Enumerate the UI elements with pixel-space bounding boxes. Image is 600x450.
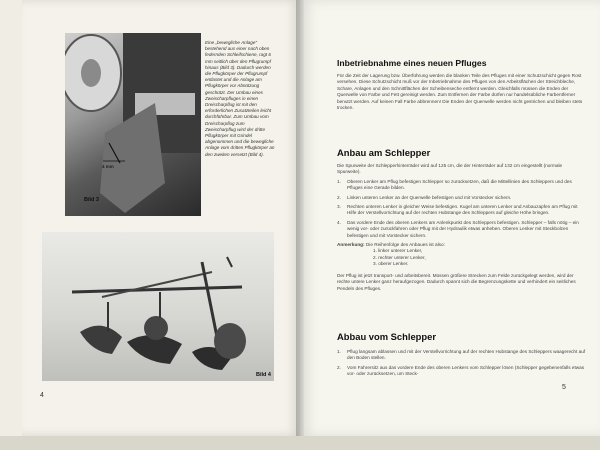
section-body: Für die Zeit der Lagerung bzw. Überführung werden die blanken Teile des Pfluges mit einer Schutzschicht gegen Rost versehen. Diese Schutzschicht muß vor der Inbetriebnahme des Pfluges von den Arbeitsflächen der Streichbleche, Schare, Anlagen und den Schnittflächen der Scheibenseche entfernt werden. Gleichfalls müssen die Enden der Querwelle von Farbe und Fett gereinigt werden. Zum Entfernen der Farbe dürfen nur handelsübliche Farbentferner benutzt werden. Auf keinen Fall Farbe abbrennen! Die Enden der Querwelle werden nicht gestrichen und bleiben stets trocken. — [337, 73, 583, 111]
list-item: 2. Linken unteren Lenker an der Querwelle befestigen und mit Vorstecker sichern. — [337, 194, 512, 200]
list-item: 1. Pflug langsam ablassen und mit der Verstellvorrichtung auf der rechten Hubstange des Schleppers waagerecht auf den Boden stellen. — [337, 349, 586, 361]
note: Anmerkung: Die Reihenfolge des Anbaues ist also: — [337, 242, 445, 248]
figure-4-photo — [42, 232, 274, 381]
section-heading: Anbau am Schlepper — [337, 147, 431, 158]
order-item: 1. linker unterer Lenker, — [373, 248, 423, 254]
plow-illustration — [42, 232, 274, 381]
figure-3-photo — [65, 33, 201, 216]
book-gutter — [296, 0, 304, 436]
section-commissioning — [337, 58, 587, 111]
list-item: 1. Oberen Lenker am Pflug befestigen Schlepper so zurücksetzen, daß die Mittellinien des Schleppers und des Pfluges eine Gerade bilden. — [337, 178, 572, 191]
order-item: 2. rechter unterer Lenker, — [373, 254, 426, 260]
order-item: 3. oberer Lenker. — [373, 261, 409, 267]
page-number-left: 4 — [40, 392, 44, 399]
section-heading: Inbetriebnahme eines neuen Pfluges — [337, 58, 487, 68]
page-number-right: 5 — [562, 384, 566, 391]
list-item: 3. Rechten unteren Lenker in gleicher Weise befestigen. Kugel am unteren Lenker und Anbauzapfen am Pflug mit Hilfe der Verstellvorrichtung auf der rechten Hubstange des Schleppers auf gleiche Höhe bringen. — [337, 204, 578, 216]
figure-caption: Eine „bewegliche Anlage" bestehend aus einer nach oben federnden Schleifschiene, ragt 6 mm seitlich über den Pflugrumpf hinaus (Bild 3). Dadurch werden die Pflugkörper der Pflugrumpf entlastet und die Anlage am Pflugkörper vor Abnützung geschützt. Der Umbau eines Zweischarpfluges in einen Dreischarpflug ist mit den erforderlichen Zusatzteilen leicht durchführbar. Zum Umbau vom Dreischarpflug zum Zweischarpflug wird der dritte Pflugkörper mit Grindel abgenommen und die bewegliche Anlage vom dritten Pflugkörper an den zweiten versetzt (Bild 4). — [205, 40, 275, 157]
closing-paragraph: Der Pflug ist jetzt transport- und arbeitsbereit. Müssen größere Strecken zum Felde zurückgelegt werden, wird der rechte untere Lenker ganz heraufgezogen. Dadurch spannt sich die Begrenzungskette und verhindert ein seitliches Pendeln des Pfluges. — [337, 272, 576, 291]
section-attachment — [337, 147, 587, 292]
plow-closeup-illustration — [65, 33, 201, 216]
section-heading: Abbau vom Schlepper — [337, 331, 436, 342]
table-surface — [0, 436, 600, 450]
section-detachment — [337, 331, 587, 378]
figure-3-label: Bild 3 — [84, 197, 99, 203]
list-item: 4. Das vordere Ende des oberen Lenkers am Anlenkpunkt des Schleppers befestigen. Schlepper – falls nötig – ein wenig vor- oder zurückfahren oder Pflug mit der Hydraulik etwas anheben. Oberen Lenker mit Steckbolzen befestigen und mit Vorstecker sichern. — [337, 219, 579, 238]
figure-4-label: Bild 4 — [256, 372, 271, 378]
list-item: 2. Vom Fahrersitz aus das vordere Ende des oberen Lenkers vom Schlepper lösen (Schlepper gegebenenfalls etwas vor- oder zurücksetzen, um Steck- — [337, 364, 585, 377]
dimension-label: 4 mm — [102, 164, 114, 169]
section-intro: Die Spurweite der Schlepperhinterräder wird auf 125 cm, die der Hinterräder auf 132 cm eingestellt (normale Spurweite). — [337, 163, 563, 175]
